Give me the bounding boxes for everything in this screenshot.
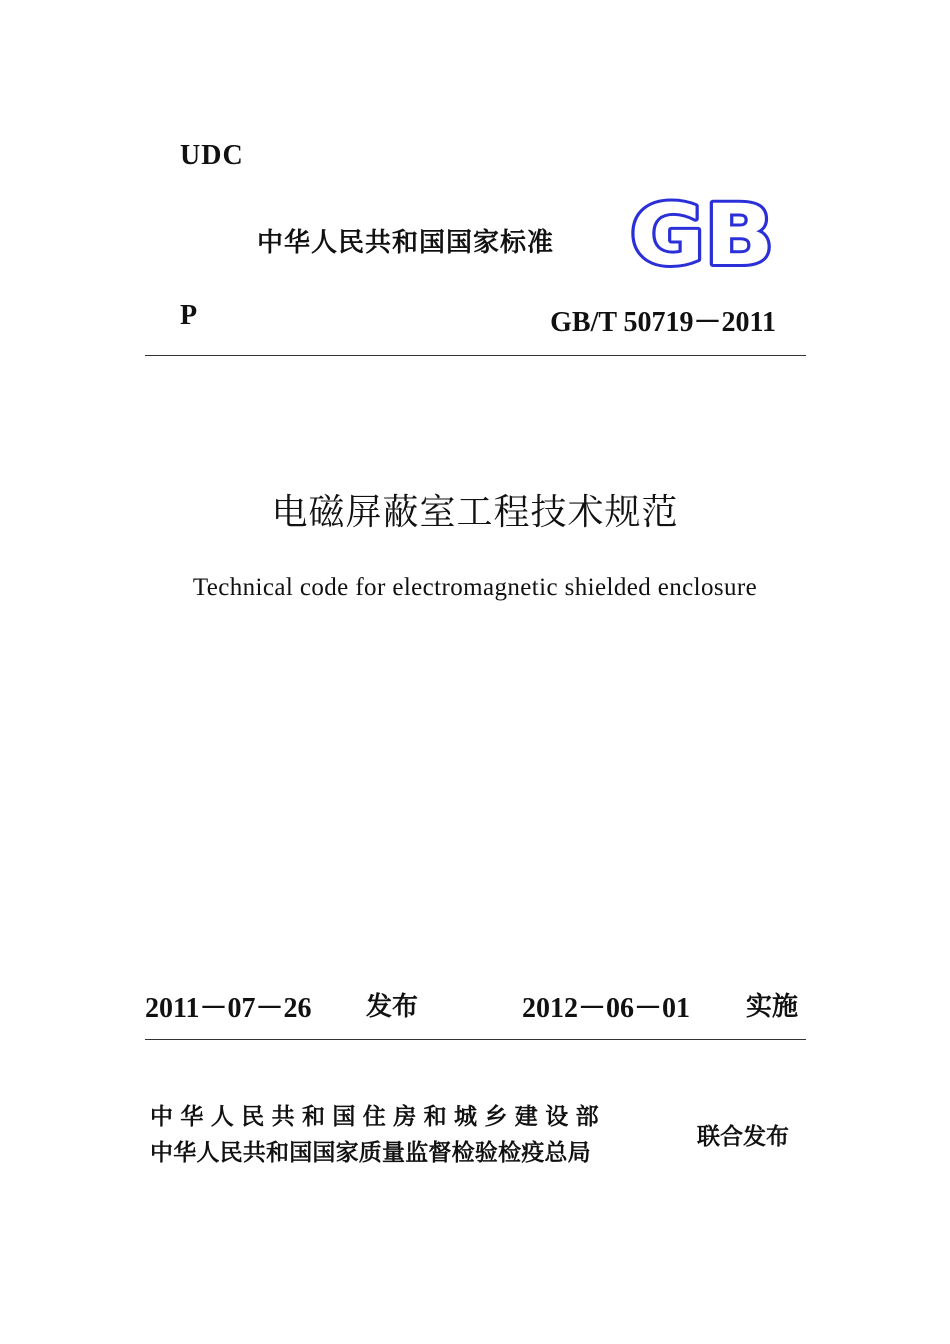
issue-date: 2011－07－26 — [145, 993, 312, 1024]
footer-divider — [145, 1039, 806, 1040]
udc-label: UDC — [180, 140, 244, 171]
publisher-aqsiq: 中华人民共和国国家质量监督检验检疫总局 — [150, 1140, 591, 1166]
publisher-ministry-housing: 中华人民共和国住房和城乡建设部 — [150, 1104, 606, 1130]
document-title-cn: 电磁屏蔽室工程技术规范 — [271, 492, 679, 533]
national-standard-heading: 中华人民共和国国家标准 — [257, 228, 555, 258]
gb-logo-text: GB — [630, 194, 774, 274]
header-divider — [145, 355, 806, 356]
standard-number: GB/T 50719－2011 — [550, 307, 776, 338]
joint-publish-label: 联合发布 — [697, 1124, 789, 1150]
classification-code: P — [180, 300, 198, 331]
document-title-en: Technical code for electromagnetic shielded enclosure — [192, 574, 758, 601]
gb-logo-icon — [628, 194, 776, 274]
implementation-label: 实施 — [746, 992, 799, 1022]
implementation-date: 2012－06－01 — [522, 993, 691, 1024]
issue-label: 发布 — [366, 992, 419, 1022]
